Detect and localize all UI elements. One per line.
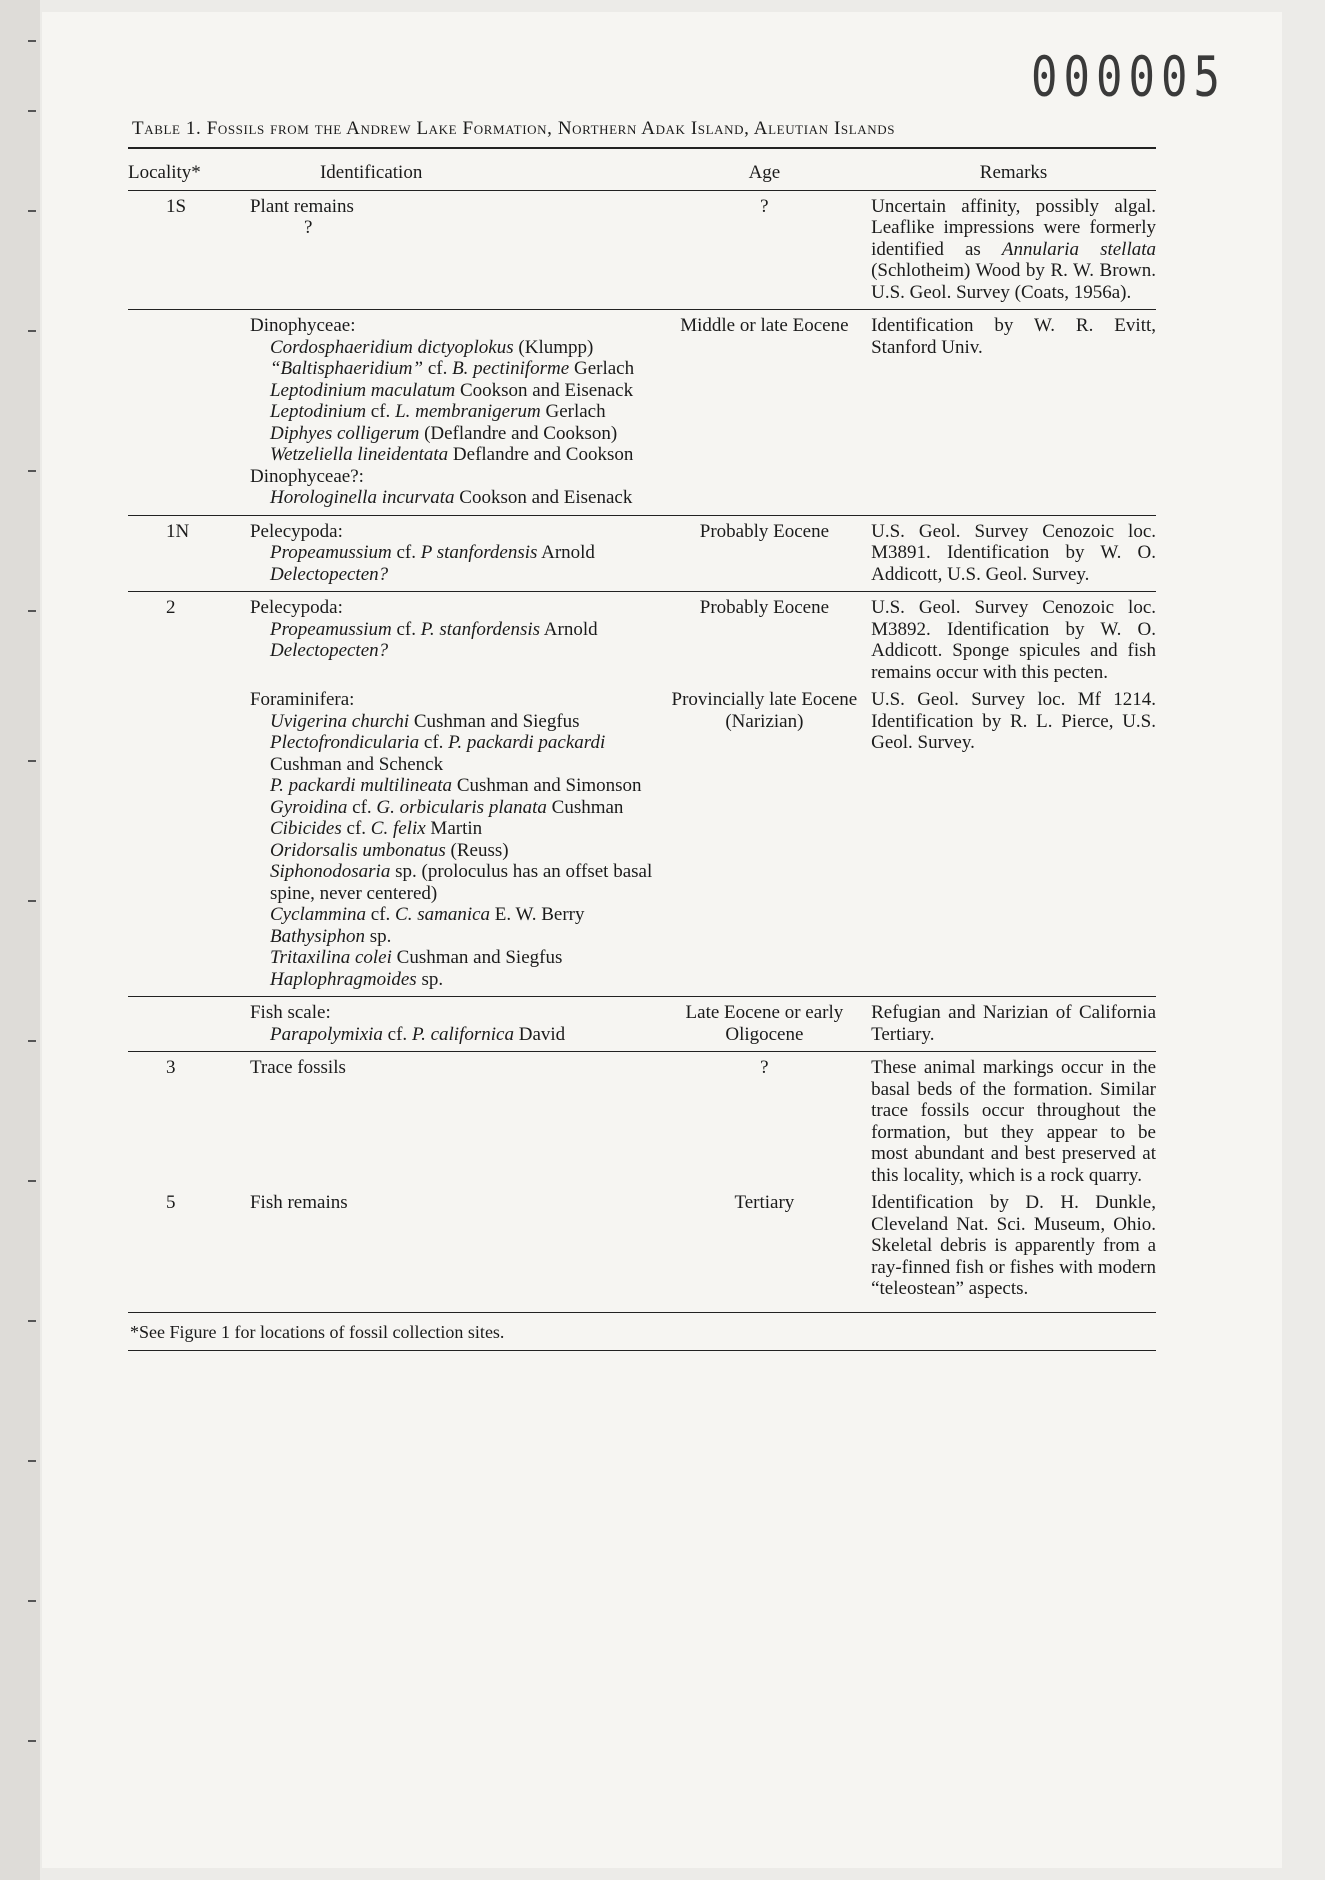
table-title: Table 1. Fossils from the Andrew Lake Formation, Northern Adak Island, Aleutian Islands <box>132 118 896 139</box>
remarks-cell: U.S. Geol. Survey Cenozoic loc. M3892. Identification by W. O. Addicott. Sponge spicules and fish remains occur with this pecten. <box>871 592 1156 690</box>
taxon-group: Foraminifera: <box>249 689 355 710</box>
taxon-entry: Oridorsalis umbonatus (Reuss) <box>269 839 509 861</box>
header-age: Age <box>658 148 871 190</box>
margin-tick <box>28 1460 36 1462</box>
table-footnote: *See Figure 1 for locations of fossil collection sites. <box>130 1322 505 1342</box>
remarks-cell: U.S. Geol. Survey Cenozoic loc. M3891. Identification by W. O. Addicott, U.S. Geol. Survey. <box>871 515 1156 592</box>
table-row <box>128 1192 1156 1306</box>
remarks-cell: Refugian and Narizian of California Tertiary. <box>871 997 1156 1052</box>
taxon-entry: Wetzeliella lineidentata Deflandre and Cookson <box>269 444 634 465</box>
age-cell: Tertiary <box>734 1192 795 1213</box>
taxon-entry: Tritaxilina colei Cushman and Siegfus <box>269 947 563 968</box>
age-cell: Middle or late Eocene <box>658 310 871 516</box>
age-cell: ? <box>658 1052 871 1193</box>
taxon-group: Dinophyceae: <box>249 315 356 336</box>
table-row <box>128 997 1156 1052</box>
age-cell: Probably Eocene <box>658 592 871 690</box>
margin-tick <box>28 470 36 472</box>
locality-cell: 5 <box>166 1192 176 1213</box>
taxon-entry: Diphyes colligerum (Deflandre and Cookson) <box>269 422 618 444</box>
locality-cell: 1N <box>166 520 190 542</box>
taxon-entry: Siphonodosaria sp. (proloculus has an offset basal spine, never centered) <box>269 861 653 904</box>
footnote-rule <box>128 1350 1156 1351</box>
footnote-rule <box>128 1312 1156 1313</box>
remarks-cell: Identification by D. H. Dunkle, Cleveland Nat. Sci. Museum, Ohio. Skeletal debris is apparently from a ray-finned fish or fishes with modern “teleostean” aspects. <box>871 1192 1156 1299</box>
identification-cell <box>230 689 658 997</box>
margin-tick <box>28 40 36 42</box>
taxon-group: Pelecypoda: <box>249 520 343 542</box>
taxon-group: Pelecypoda: <box>249 597 343 618</box>
remarks-cell: Uncertain affinity, possibly algal. Leaflike impressions were formerly identified as Annularia stellata (Schlotheim) Wood by R. W. Brown. U.S. Geol. Survey (Coats, 1956a). <box>871 195 1157 303</box>
table-row <box>128 310 1156 516</box>
taxon-entry: Delectopecten? <box>269 563 389 585</box>
margin-tick <box>28 760 36 762</box>
taxon-entry: Leptodinium maculatum Cookson and Eisenack <box>269 379 634 401</box>
table-row <box>128 515 1156 592</box>
margin-tick <box>28 1180 36 1182</box>
locality-cell <box>128 689 230 997</box>
age-cell: Probably Eocene <box>658 515 871 592</box>
taxon-entry: P. packardi multilineata Cushman and Simonson <box>269 775 642 796</box>
identification-cell <box>230 190 658 310</box>
margin-tick <box>28 900 36 902</box>
remarks-cell: U.S. Geol. Survey loc. Mf 1214. Identification by R. L. Pierce, U.S. Geol. Survey. <box>871 689 1156 753</box>
locality-cell <box>128 997 230 1052</box>
table-row <box>128 592 1156 690</box>
identification-text: Fish remains <box>249 1192 348 1213</box>
margin-tick <box>28 1740 36 1742</box>
taxon-entry: Cyclammina cf. C. samanica E. W. Berry <box>269 904 585 925</box>
taxon-entry: Cibicides cf. C. felix Martin <box>269 818 483 839</box>
header-remarks: Remarks <box>871 148 1156 190</box>
margin-tick <box>28 610 36 612</box>
page-number: 000005 <box>1031 45 1226 110</box>
taxon-entry: Cordosphaeridium dictyoplokus (Klumpp) <box>269 336 594 358</box>
header-locality: Locality* <box>128 148 230 190</box>
taxon-entry: Haplophragmoides sp. <box>269 968 444 990</box>
taxon-entry: Propeamussium cf. P. stanfordensis Arnold <box>269 618 598 640</box>
table-header-row <box>128 148 1156 190</box>
identification-cell <box>230 592 658 690</box>
taxon-entry: Propeamussium cf. P stanfordensis Arnold <box>269 542 595 563</box>
age-cell: Provincially late Eocene (Narizian) <box>671 689 858 732</box>
taxon-entry: Plectofrondicularia cf. P. packardi packardi Cushman and Schenck <box>269 732 606 775</box>
locality-cell: 2 <box>166 597 176 618</box>
identification-text: Trace fossils <box>249 1057 346 1078</box>
identification-text: Plant remains <box>249 195 354 217</box>
locality-cell: 3 <box>166 1057 176 1078</box>
header-identification: Identification <box>230 148 658 190</box>
taxon-entry: Horologinella incurvata Cookson and Eisenack <box>269 487 633 508</box>
margin-tick <box>28 1040 36 1042</box>
table-row <box>128 689 1156 997</box>
margin-tick <box>28 210 36 212</box>
identification-cell <box>230 1052 658 1193</box>
taxon-group: Dinophyceae?: <box>249 465 364 487</box>
remarks-cell: These animal markings occur in the basal beds of the formation. Similar trace fossils occur throughout the formation, but they appear to be most abundant and best preserved at this locality, which is a rock quarry. <box>871 1052 1156 1193</box>
taxon-entry: Uvigerina churchi Cushman and Siegfus <box>269 710 580 732</box>
taxon-entry: Gyroidina cf. G. orbicularis planata Cushman <box>269 796 624 818</box>
scan-margin <box>0 0 40 1880</box>
identification-cell <box>230 1192 658 1306</box>
taxon-entry: “Baltisphaeridium” cf. B. pectiniforme Gerlach <box>269 358 635 379</box>
identification-text: ? <box>303 217 313 238</box>
taxon-group: Fish scale: <box>249 1002 331 1023</box>
taxon-entry: Delectopecten? <box>269 640 389 661</box>
margin-tick <box>28 110 36 112</box>
margin-tick <box>28 1600 36 1602</box>
fossil-table <box>128 147 1156 1306</box>
locality-cell: 1S <box>166 195 187 217</box>
remarks-cell: Identification by W. R. Evitt, Stanford Univ. <box>871 310 1156 516</box>
taxon-entry: Bathysiphon sp. <box>269 925 392 947</box>
taxon-entry: Parapolymixia cf. P. californica David <box>269 1023 566 1045</box>
identification-cell <box>230 310 658 516</box>
margin-tick <box>28 330 36 332</box>
age-cell: Late Eocene or early Oligocene <box>658 997 871 1052</box>
table-row <box>128 1052 1156 1193</box>
identification-cell <box>230 997 658 1052</box>
identification-cell <box>230 515 658 592</box>
age-cell: ? <box>760 195 769 217</box>
taxon-entry: Leptodinium cf. L. membranigerum Gerlach <box>269 401 606 422</box>
table-row <box>128 190 1156 310</box>
locality-cell <box>128 310 230 516</box>
margin-tick <box>28 1320 36 1322</box>
